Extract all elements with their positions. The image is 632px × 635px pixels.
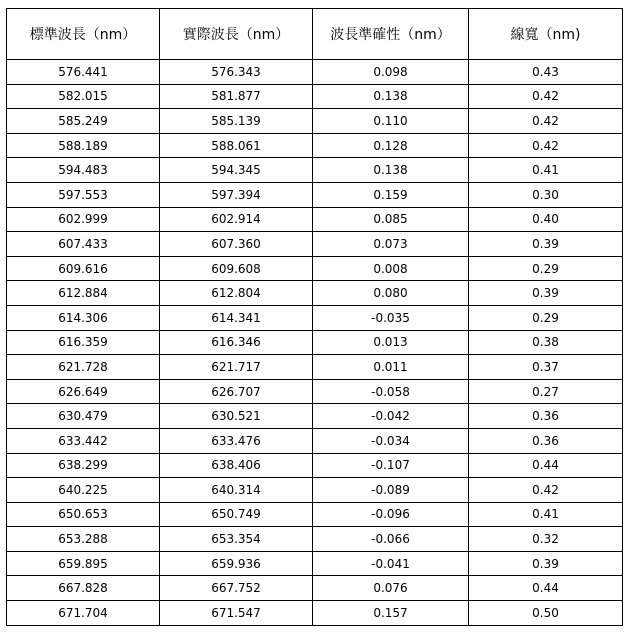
line-width-cell: 0.36 — [469, 404, 623, 429]
standard-wavelength-cell: 582.015 — [7, 84, 160, 109]
table-row — [7, 84, 623, 109]
wavelength-accuracy-cell: 0.008 — [313, 256, 469, 281]
standard-wavelength-cell: 650.653 — [7, 502, 160, 527]
table-row — [7, 281, 623, 306]
header-line-width: 線寬（nm) — [469, 9, 623, 60]
table-row — [7, 551, 623, 576]
line-width-cell: 0.36 — [469, 428, 623, 453]
line-width-cell: 0.42 — [469, 84, 623, 109]
header-wavelength-accuracy: 波長準確性（nm） — [313, 9, 469, 60]
standard-wavelength-cell: 594.483 — [7, 158, 160, 183]
line-width-cell: 0.42 — [469, 478, 623, 503]
actual-wavelength-cell: 621.717 — [160, 355, 313, 380]
actual-wavelength-cell: 659.936 — [160, 551, 313, 576]
line-width-cell: 0.27 — [469, 379, 623, 404]
actual-wavelength-cell: 612.804 — [160, 281, 313, 306]
standard-wavelength-cell: 621.728 — [7, 355, 160, 380]
table-row — [7, 60, 623, 85]
table-row — [7, 502, 623, 527]
standard-wavelength-cell: 614.306 — [7, 305, 160, 330]
table-row — [7, 232, 623, 257]
standard-wavelength-cell: 659.895 — [7, 551, 160, 576]
table-row — [7, 109, 623, 134]
standard-wavelength-cell: 638.299 — [7, 453, 160, 478]
wavelength-accuracy-cell: -0.041 — [313, 551, 469, 576]
wavelength-accuracy-cell: 0.110 — [313, 109, 469, 134]
wavelength-accuracy-cell: -0.107 — [313, 453, 469, 478]
line-width-cell: 0.44 — [469, 576, 623, 601]
line-width-cell: 0.41 — [469, 502, 623, 527]
table-row — [7, 330, 623, 355]
standard-wavelength-cell: 597.553 — [7, 182, 160, 207]
actual-wavelength-cell: 614.341 — [160, 305, 313, 330]
line-width-cell: 0.50 — [469, 601, 623, 626]
wavelength-accuracy-cell: -0.096 — [313, 502, 469, 527]
actual-wavelength-cell: 576.343 — [160, 60, 313, 85]
line-width-cell: 0.41 — [469, 158, 623, 183]
actual-wavelength-cell: 607.360 — [160, 232, 313, 257]
line-width-cell: 0.37 — [469, 355, 623, 380]
line-width-cell: 0.29 — [469, 256, 623, 281]
line-width-cell: 0.32 — [469, 527, 623, 552]
standard-wavelength-cell: 640.225 — [7, 478, 160, 503]
actual-wavelength-cell: 653.354 — [160, 527, 313, 552]
line-width-cell: 0.29 — [469, 305, 623, 330]
standard-wavelength-cell: 626.649 — [7, 379, 160, 404]
wavelength-accuracy-cell: 0.159 — [313, 182, 469, 207]
wavelength-accuracy-cell: 0.098 — [313, 60, 469, 85]
table-row — [7, 133, 623, 158]
header-standard-wavelength: 標準波長（nm） — [7, 9, 160, 60]
wavelength-accuracy-cell: -0.058 — [313, 379, 469, 404]
standard-wavelength-cell: 576.441 — [7, 60, 160, 85]
standard-wavelength-cell: 667.828 — [7, 576, 160, 601]
actual-wavelength-cell: 581.877 — [160, 84, 313, 109]
table-row — [7, 379, 623, 404]
standard-wavelength-cell: 671.704 — [7, 601, 160, 626]
standard-wavelength-cell: 588.189 — [7, 133, 160, 158]
line-width-cell: 0.40 — [469, 207, 623, 232]
standard-wavelength-cell: 612.884 — [7, 281, 160, 306]
actual-wavelength-cell: 594.345 — [160, 158, 313, 183]
standard-wavelength-cell: 607.433 — [7, 232, 160, 257]
wavelength-table — [6, 8, 623, 626]
actual-wavelength-cell: 630.521 — [160, 404, 313, 429]
table-body — [7, 60, 623, 626]
table-row — [7, 428, 623, 453]
table-row — [7, 576, 623, 601]
wavelength-accuracy-cell: 0.157 — [313, 601, 469, 626]
standard-wavelength-cell: 585.249 — [7, 109, 160, 134]
table-row — [7, 207, 623, 232]
standard-wavelength-cell: 653.288 — [7, 527, 160, 552]
wavelength-accuracy-cell: 0.138 — [313, 158, 469, 183]
wavelength-accuracy-cell: 0.080 — [313, 281, 469, 306]
table-row — [7, 158, 623, 183]
table-row — [7, 355, 623, 380]
wavelength-accuracy-cell: -0.066 — [313, 527, 469, 552]
actual-wavelength-cell: 640.314 — [160, 478, 313, 503]
wavelength-accuracy-cell: 0.128 — [313, 133, 469, 158]
wavelength-accuracy-cell: -0.042 — [313, 404, 469, 429]
line-width-cell: 0.42 — [469, 133, 623, 158]
line-width-cell: 0.43 — [469, 60, 623, 85]
table-row — [7, 478, 623, 503]
wavelength-accuracy-cell: 0.076 — [313, 576, 469, 601]
actual-wavelength-cell: 638.406 — [160, 453, 313, 478]
line-width-cell: 0.30 — [469, 182, 623, 207]
wavelength-accuracy-cell: -0.034 — [313, 428, 469, 453]
actual-wavelength-cell: 588.061 — [160, 133, 313, 158]
wavelength-accuracy-cell: 0.013 — [313, 330, 469, 355]
actual-wavelength-cell: 667.752 — [160, 576, 313, 601]
table-row — [7, 305, 623, 330]
line-width-cell: 0.39 — [469, 232, 623, 257]
wavelength-accuracy-cell: -0.035 — [313, 305, 469, 330]
standard-wavelength-cell: 616.359 — [7, 330, 160, 355]
wavelength-accuracy-cell: 0.011 — [313, 355, 469, 380]
actual-wavelength-cell: 602.914 — [160, 207, 313, 232]
standard-wavelength-cell: 609.616 — [7, 256, 160, 281]
table-header — [7, 9, 623, 60]
table-row — [7, 404, 623, 429]
line-width-cell: 0.39 — [469, 551, 623, 576]
table-row — [7, 527, 623, 552]
standard-wavelength-cell: 633.442 — [7, 428, 160, 453]
table-row — [7, 453, 623, 478]
table-row — [7, 182, 623, 207]
actual-wavelength-cell: 650.749 — [160, 502, 313, 527]
wavelength-table-container — [6, 8, 622, 626]
wavelength-accuracy-cell: 0.085 — [313, 207, 469, 232]
table-row — [7, 601, 623, 626]
line-width-cell: 0.39 — [469, 281, 623, 306]
header-row — [7, 9, 623, 60]
wavelength-accuracy-cell: 0.073 — [313, 232, 469, 257]
line-width-cell: 0.38 — [469, 330, 623, 355]
actual-wavelength-cell: 633.476 — [160, 428, 313, 453]
wavelength-accuracy-cell: -0.089 — [313, 478, 469, 503]
table-row — [7, 256, 623, 281]
actual-wavelength-cell: 626.707 — [160, 379, 313, 404]
actual-wavelength-cell: 609.608 — [160, 256, 313, 281]
actual-wavelength-cell: 671.547 — [160, 601, 313, 626]
line-width-cell: 0.44 — [469, 453, 623, 478]
standard-wavelength-cell: 602.999 — [7, 207, 160, 232]
wavelength-accuracy-cell: 0.138 — [313, 84, 469, 109]
header-actual-wavelength: 實際波長（nm） — [160, 9, 313, 60]
actual-wavelength-cell: 585.139 — [160, 109, 313, 134]
actual-wavelength-cell: 597.394 — [160, 182, 313, 207]
actual-wavelength-cell: 616.346 — [160, 330, 313, 355]
standard-wavelength-cell: 630.479 — [7, 404, 160, 429]
line-width-cell: 0.42 — [469, 109, 623, 134]
